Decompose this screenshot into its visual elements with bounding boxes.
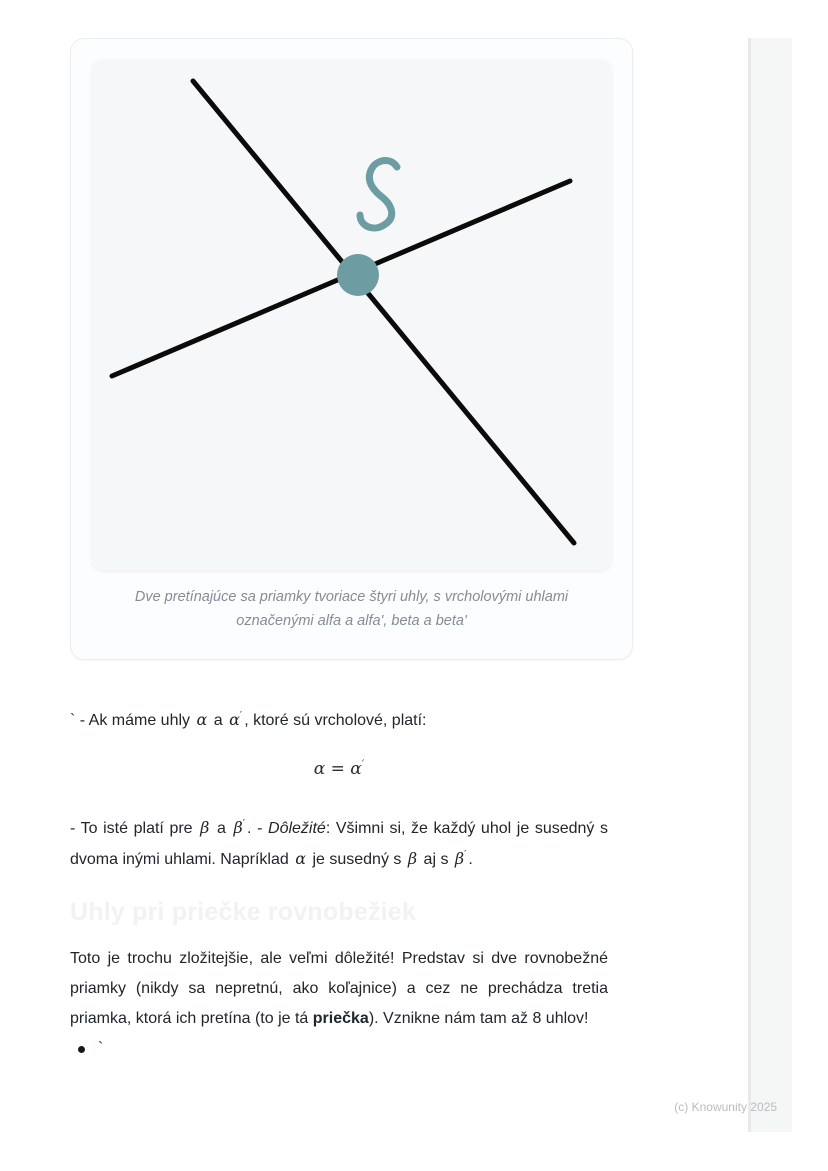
scrollbar-track[interactable] [748, 38, 792, 1132]
text-segment: je susedný s [308, 851, 406, 868]
intersecting-lines-figure [92, 60, 611, 570]
figure-drawing [92, 60, 611, 570]
text-segment: . [468, 851, 473, 868]
paragraph-adjacent-angles [70, 813, 608, 875]
paragraph-vertical-angles-intro [70, 705, 608, 736]
text-segment: aj s [419, 851, 453, 868]
equation-alpha-equals-alpha-prime: α = α′ [313, 757, 365, 779]
figure-card [70, 38, 633, 660]
text-segment: - To isté platí pre [70, 820, 199, 837]
section-heading-transversal: Uhly pri priečke rovnobežiek [70, 898, 416, 926]
text-segment: ). Vznikne nám tam až 8 uhlov! [368, 1010, 589, 1027]
document-content [70, 38, 608, 1064]
text-segment: ` - Ak máme uhly [70, 712, 195, 729]
text-segment: a [209, 712, 228, 729]
paragraph-transversal-intro [70, 944, 608, 1034]
math-alpha: α [196, 710, 208, 729]
figure-caption: Dve pretínajúce sa priamky tvoriace štyri uhly, s vrcholovými uhlami označenými alfa a alfa', beta a beta' [134, 589, 569, 629]
math-alpha-prime: α′ [229, 710, 243, 729]
list-item-text: ` [98, 1040, 104, 1057]
math-beta-prime: β′ [233, 818, 246, 837]
text-segment: , ktoré sú vrcholové, platí: [244, 712, 427, 729]
math-alpha: α [295, 849, 307, 868]
math-beta: β [407, 849, 418, 868]
intersection-point [337, 254, 379, 296]
emphasis-dolezite: Dôležité [268, 820, 326, 837]
line-1 [193, 81, 574, 543]
text-segment: a [211, 820, 232, 837]
text-segment: Toto je trochu zložitejšie, ale veľmi dôležité! Predstav si dve rovnobežné priamky (nikdy sa nepretnú, ako koľajnice) a cez ne prechádza tretia priamka, ktorá ich pretína (to je tá [70, 950, 608, 1027]
math-beta-prime: β′ [454, 849, 467, 868]
bold-priecka: priečka [312, 1010, 369, 1027]
text-segment: : Všimni si, že každý uhol je susedný s dvoma inými uhlami. Napríklad [70, 820, 609, 868]
bullet-icon [78, 1046, 85, 1053]
list-item [70, 1034, 608, 1064]
copyright-notice: (c) Knowunity 2025 [674, 1100, 777, 1114]
point-label-s [360, 161, 397, 228]
bullet-list [70, 1034, 608, 1064]
math-beta: β [200, 818, 210, 837]
text-segment: . - [247, 820, 269, 837]
